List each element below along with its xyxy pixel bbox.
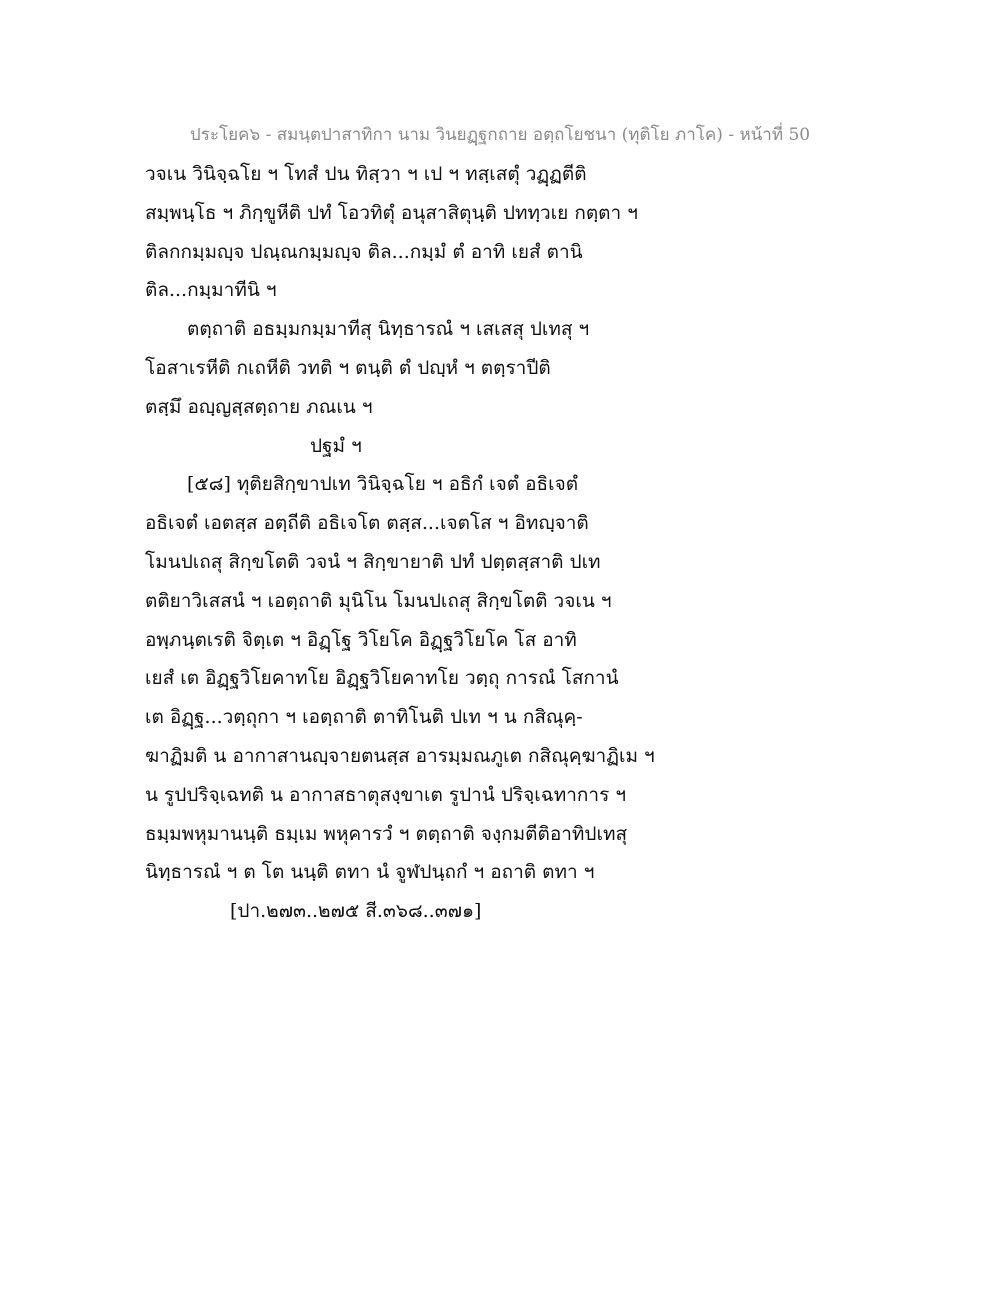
page-header: ประโยค๖ - สมนฺตปาสาทิกา นาม วินยฏฺฐกถาย อตฺถโยชนา (ทุติโย ภาโค) - หน้าที่ 50	[189, 125, 811, 145]
text-line: เต อิฏฺฐ...วตฺถุกา ฯ เอตฺถาติ ตาทิโนติ ปเท ฯ น กสิณุคฺ-	[145, 706, 583, 729]
text-line: ติลกกมฺมญฺจ ปณฺณกมฺมญฺจ ติล...กมฺมํ ตํ อาทิ เยสํ ตานิ	[145, 240, 583, 263]
text-line: โอสาเรหีติ กเถหีติ วทติ ฯ ตนฺติ ตํ ปญฺหํ ฯ ตตฺราปีติ	[145, 356, 551, 379]
text-line: นิทฺธารณํ ฯ ต โต นนฺติ ตทา นํ จูฬปนฺถกํ ฯ อถาติ ตทา ฯ	[145, 861, 595, 884]
section-end-marker: ปฐมํ ฯ	[310, 434, 362, 457]
text-line: ตสฺมึ อญฺญสฺสตฺถาย ภณเน ฯ	[145, 395, 373, 418]
text-line: เยสํ เต อิฏฺฐวิโยคาทโย อิฏฺฐวิโยคาทโย วตฺถุ การณํ โสกานํ	[145, 667, 619, 690]
body-text	[145, 155, 865, 931]
page-reference: [ปา.๒๗๓..๒๗๕ สี.๓๖๘..๓๗๑]	[230, 900, 482, 923]
text-line: อพฺภนฺตเรติ จิตฺเต ฯ อิฏฺโฐ วิโยโค อิฏฺฐวิโยโค โส อาทิ	[145, 628, 577, 651]
text-line: ธมฺมพหุมานนฺติ ธมฺเม พหุคารวํ ฯ ตตฺถาติ จงฺกมตีติอาทิปเทสุ	[145, 822, 628, 845]
text-line: โมนปเถสุ สิกฺขโตติ วจนํ ฯ สิกฺขายาติ ปทํ ปตฺตสฺสาติ ปเท	[145, 550, 601, 573]
text-line: ติล...กมฺมาทีนิ ฯ	[145, 279, 277, 302]
paragraph-start-line: [๕๘] ทุติยสิกฺขาปเท วินิจฺฉโย ฯ อธิกํ เจตํ อธิเจตํ	[187, 473, 579, 496]
text-line: ฆาฏิมติ น อากาสานญฺจายตนสฺส อารมฺมณภูเต กสิณุคฺฆาฏิเม ฯ	[145, 744, 655, 767]
paragraph-start-line: ตตฺถาติ อธมฺมกมฺมาทีสุ นิทฺธารณํ ฯ เสเสสุ ปเทสุ ฯ	[187, 318, 590, 341]
text-line: น รูปปริจฺเฉทติ น อากาสธาตุสงฺขาเต รูปานํ ปริจฺเฉทาการ ฯ	[145, 783, 626, 806]
text-line: วจเน วินิจฺฉโย ฯ โทสํ ปน ทิสฺวา ฯ เป ฯ ทสฺเสตุํ วฏฺฏตีติ	[145, 163, 587, 185]
text-line: อธิเจตํ เอตสฺส อตฺถีติ อธิเจโต ตสฺส...เจตโส ฯ อิทญฺจาติ	[145, 512, 589, 535]
text-line: ตติยาวิเสสนํ ฯ เอตฺถาติ มุนิโน โมนปเถสุ สิกฺขโตติ วจเน ฯ	[145, 589, 612, 612]
text-line: สมฺพนฺโธ ฯ ภิกฺขูหีติ ปทํ โอวทิตุํ อนุสาสิตุนฺติ ปททฺวเย กตฺตา ฯ	[145, 201, 638, 224]
